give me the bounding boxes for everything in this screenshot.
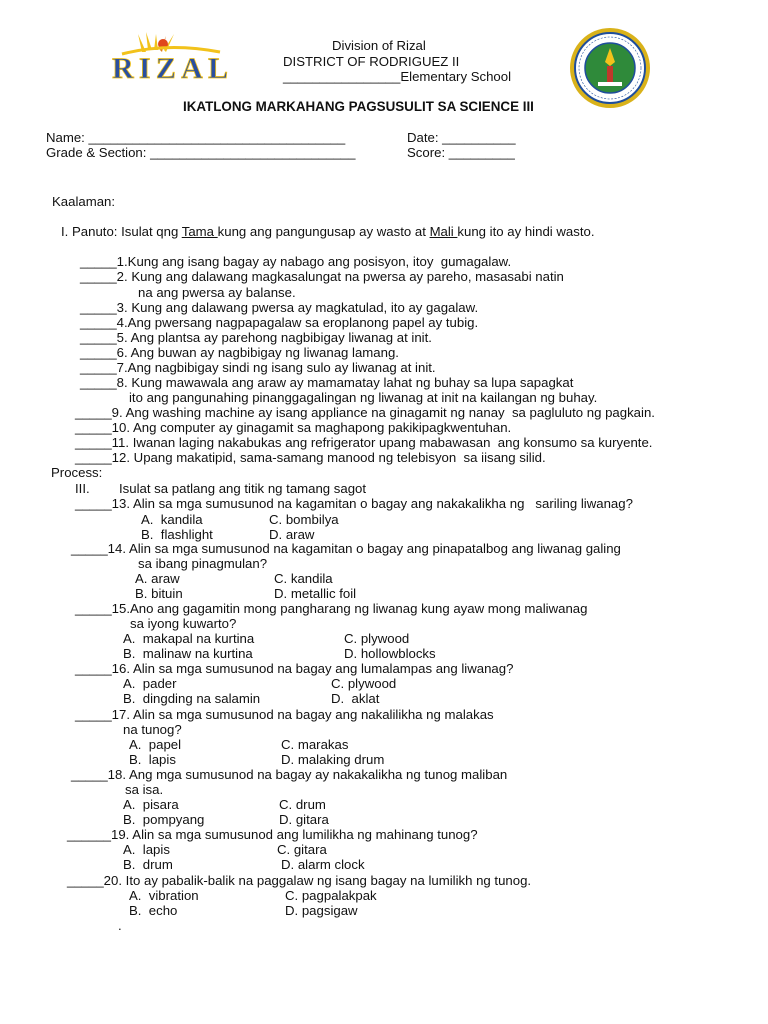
mc-question-14: _____14. Alin sa mga sumusunod na kagamitan o bagay ang pinapatalbog ang liwanag galing: [71, 541, 621, 556]
mc-14-choice-d: D. metallic foil: [274, 586, 357, 601]
mc-20-choice-d: D. pagsigaw: [285, 903, 358, 918]
tf-item-6: _____6. Ang buwan ay nagbibigay ng liwanag lamang.: [80, 345, 399, 360]
mc-17-choice-c: C. marakas: [281, 737, 349, 752]
mc-14-choice-c: C. kandila: [274, 571, 333, 586]
school-seal-icon: [568, 26, 652, 110]
tf-item-10: _____10. Ang computer ay ginagamit sa maghapong pakikipagkwentuhan.: [75, 420, 512, 435]
torch-emblem-icon: [122, 32, 220, 54]
mc-18-choice-a: A. pisara: [123, 797, 179, 812]
tf-item-2: _____2. Kung ang dalawang magkasalungat na pwersa ay pareho, masasabi natin: [80, 269, 564, 284]
mc-19-choice-a: A. lapis: [123, 842, 170, 857]
mc-15-choice-c: C. plywood: [344, 631, 410, 646]
mc-16-choice-d: D. aklat: [331, 691, 380, 706]
tf-item-3: _____3. Kung ang dalawang pwersa ay magkatulad, ito ay gagalaw.: [80, 300, 479, 315]
tf-item-1: _____1.Kung ang isang bagay ay nabago ang posisyon, itoy gumagalaw.: [80, 254, 512, 269]
tf-item-8-cont: ito ang pangunahing pinanggagalingan ng liwanag at init na kailangan ng buhay.: [129, 390, 598, 405]
mc-19-choice-b: B. drum: [123, 857, 173, 872]
mc-15-choice-a: A. makapal na kurtina: [123, 631, 255, 646]
mc-question-15-cont: sa iyong kuwarto?: [130, 616, 237, 631]
mc-20-choice-a: A. vibration: [129, 888, 199, 903]
mc-15-choice-d: D. hollowblocks: [344, 646, 436, 661]
tf-item-4: _____4.Ang pwersang nagpapagalaw sa eroplanong papel ay tubig.: [80, 315, 479, 330]
tf-item-9: _____9. Ang washing machine ay isang appliance na ginagamit ng nanay sa pagluluto ng pagkain.: [75, 405, 655, 420]
tf-item-12: _____12. Upang makatipid, sama-samang manood ng telebisyon sa iisang silid.: [75, 450, 546, 465]
tf-item-8: _____8. Kung mawawala ang araw ay mamamatay lahat ng buhay sa lupa sapagkat: [80, 375, 574, 390]
mc-question-15: _____15.Ano ang gagamitin mong pangharang ng liwanag kung ayaw mong maliwanag: [75, 601, 588, 616]
mc-17-choice-d: D. malaking drum: [281, 752, 385, 767]
mc-question-20: _____20. Ito ay pabalik-balik na paggalaw ng isang bagay na lumilikh ng tunog.: [67, 873, 532, 888]
mc-16-choice-a: A. pader: [123, 676, 177, 691]
exam-title: IKATLONG MARKAHANG PAGSUSULIT SA SCIENCE III: [183, 99, 534, 114]
mc-13-choice-a: A. kandila: [141, 512, 203, 527]
instruction-1-mid: kung ang pangungusap ay wasto at: [217, 224, 430, 239]
mc-question-18-cont: sa isa.: [125, 782, 164, 797]
score-field[interactable]: Score: _________: [407, 145, 515, 160]
instruction-3: Isulat sa patlang ang titik ng tamang sagot: [119, 481, 367, 496]
mc-20-choice-c: C. pagpalakpak: [285, 888, 377, 903]
mc-18-choice-b: B. pompyang: [123, 812, 205, 827]
grade-section-field[interactable]: Grade & Section: ____________________________: [46, 145, 356, 160]
mc-question-17: _____17. Alin sa mga sumusunod na bagay ang nakalilikha ng malakas: [75, 707, 494, 722]
mc-question-17-cont: na tunog?: [123, 722, 182, 737]
mc-20-choice-b: B. echo: [129, 903, 178, 918]
district-line: DISTRICT OF RODRIGUEZ II: [283, 54, 460, 69]
mc-question-19: ______19. Alin sa mga sumusunod ang lumilikha ng mahinang tunog?: [67, 827, 478, 842]
mali-word: Mali: [429, 224, 458, 239]
mc-17-choice-a: A. papel: [129, 737, 182, 752]
mc-15-choice-b: B. malinaw na kurtina: [123, 646, 253, 661]
logo-text: RIZAL: [112, 52, 228, 82]
mc-question-14-cont: sa ibang pinagmulan?: [138, 556, 268, 571]
instruction-1: [61, 224, 595, 239]
trailing-dot: .: [118, 918, 122, 933]
instruction-3-number: III.: [75, 481, 90, 496]
mc-19-choice-c: C. gitara: [277, 842, 327, 857]
mc-question-18: _____18. Ang mga sumusunod na bagay ay nakakalikha ng tunog maliban: [71, 767, 508, 782]
division-line: Division of Rizal: [332, 38, 426, 53]
process-heading: Process:: [51, 465, 103, 480]
instruction-1-pre: I. Panuto: Isulat qng: [61, 224, 182, 239]
mc-16-choice-b: B. dingding na salamin: [123, 691, 261, 706]
mc-18-choice-c: C. drum: [279, 797, 326, 812]
mc-16-choice-c: C. plywood: [331, 676, 397, 691]
mc-question-13: _____13. Alin sa mga sumusunod na kagamitan o bagay ang nakakalikha ng sariling liwanag?: [75, 496, 633, 511]
mc-question-16: _____16. Alin sa mga sumusunod na bagay ang lumalampas ang liwanag?: [75, 661, 514, 676]
school-line: ________________Elementary School: [283, 69, 512, 84]
tf-item-2-cont: na ang pwersa ay balanse.: [138, 285, 296, 300]
instruction-1-post: kung ito ay hindi wasto.: [457, 224, 595, 239]
mc-13-choice-b: B. flashlight: [141, 527, 213, 542]
mc-14-choice-a: A. araw: [135, 571, 180, 586]
mc-14-choice-b: B. bituin: [135, 586, 183, 601]
tf-item-11: _____11. Iwanan laging nakabukas ang refrigerator upang mabawasan ang konsumo sa kuryente.: [75, 435, 653, 450]
kaalaman-heading: Kaalaman:: [52, 194, 116, 209]
rizal-logo: [108, 30, 232, 82]
tf-item-7: _____7.Ang nagbibigay sindi ng isang sulo ay liwanag at init.: [80, 360, 436, 375]
mc-19-choice-d: D. alarm clock: [281, 857, 365, 872]
mc-18-choice-d: D. gitara: [279, 812, 329, 827]
mc-17-choice-b: B. lapis: [129, 752, 176, 767]
mc-13-choice-c: C. bombilya: [269, 512, 339, 527]
mc-13-choice-d: D. araw: [269, 527, 315, 542]
name-field[interactable]: Name: ___________________________________: [46, 130, 346, 145]
date-field[interactable]: Date: __________: [407, 130, 516, 145]
tf-item-5: _____5. Ang plantsa ay parehong nagbibigay liwanag at init.: [80, 330, 432, 345]
tama-word: Tama: [181, 224, 218, 239]
